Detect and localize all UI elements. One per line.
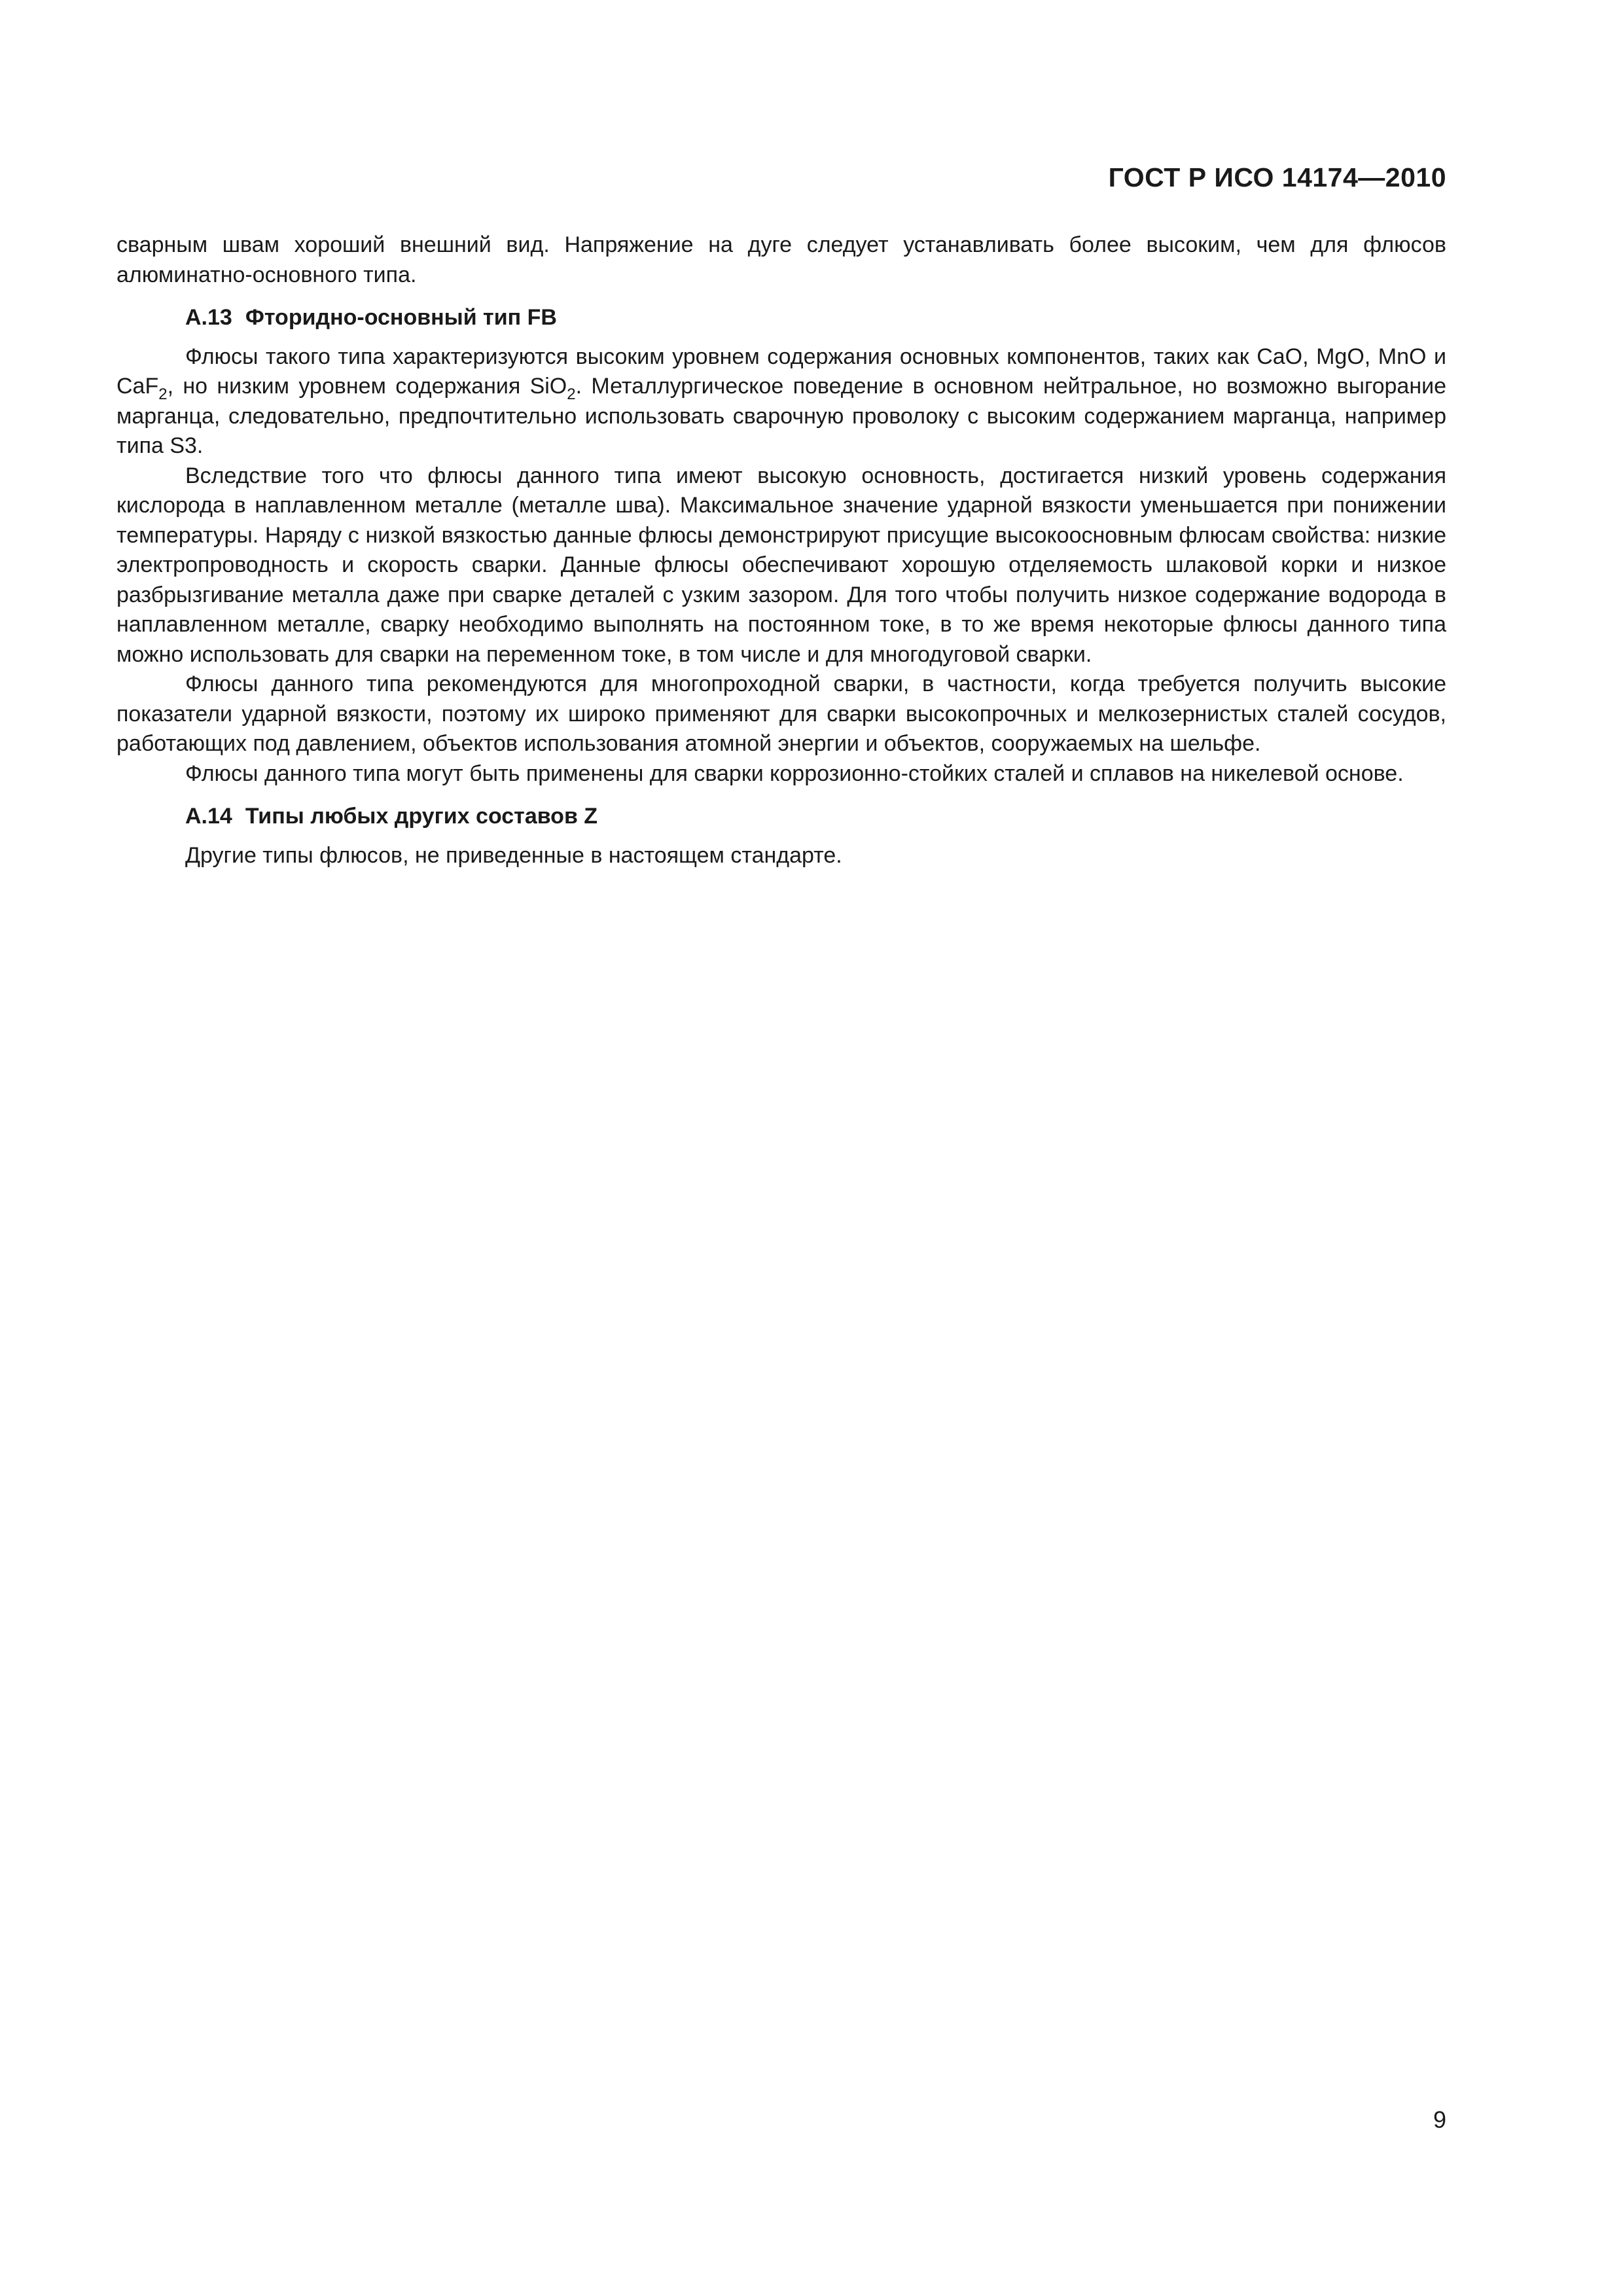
page-number: 9 — [1433, 2106, 1446, 2133]
document-standard-id: ГОСТ Р ИСО 14174—2010 — [1108, 162, 1446, 192]
section-number: А.14 — [185, 804, 232, 829]
paragraph-a14-1: Другие типы флюсов, не приведенные в настоящем стандарте. — [185, 842, 842, 868]
subscript: 2 — [567, 386, 576, 403]
section-number: А.13 — [185, 305, 232, 330]
paragraph-a13-1 — [116, 342, 1446, 461]
paragraph-a13-3: Флюсы данного типа рекомендуются для многопроходной сварки, в частности, когда требуется получить высокие показатели ударной вязкости, поэтому их широко применяют для сварки высокопрочных и мелкозернистых сталей сосудов, работающих под давлением, объектов использования атомной энергии и объектов, сооружаемых на шельфе. — [116, 672, 1446, 756]
subscript: 2 — [158, 386, 168, 403]
section-title: Типы любых других составов Z — [245, 804, 598, 829]
section-heading-a14 — [116, 802, 1446, 832]
section-heading-a13 — [116, 303, 1446, 333]
paragraph-continuation: сварным швам хороший внешний вид. Напряжение на дуге следует устанавливать более высоким, чем для флюсов алюминатно-основного типа. — [116, 232, 1446, 287]
text-run: Флюсы такого типа характеризуются высоким уровнем содержания основных компонентов, таких как CaO, MgO, MnO и CaF — [116, 344, 1446, 399]
text-run: . Металлургическое поведение в основном нейтральное, но возможно выгорание марганца, следовательно, предпочтительно использовать сварочную проволоку с высоким содержанием марганца, например типа S3. — [116, 374, 1447, 458]
section-title: Фторидно-основный тип FB — [245, 305, 557, 330]
text-run: , но низким уровнем содержания SiO — [167, 374, 567, 399]
paragraph-a13-4: Флюсы данного типа могут быть применены для сварки коррозионно-стойких сталей и сплавов на никелевой основе. — [185, 761, 1404, 786]
document-body — [116, 230, 1446, 870]
paragraph-a13-2: Вследствие того что флюсы данного типа имеют высокую основность, достигается низкий уровень содержания кислорода в наплавленном металле (металле шва). Максимальное значение ударной вязкости уменьшается при понижении температуры. Наряду с низкой вязкостью данные флюсы демонстрируют присущие высокоосновным флюсам свойства: низкие электропроводность и скорость сварки. Данные флюсы обеспечивают хорошую отделяемость шлаковой корки и низкое разбрызгивание металла даже при сварке деталей с узким зазором. Для того чтобы получить низкое содержание водорода в наплавленном металле, сварку необходимо выполнять на постоянном токе, в то же время некоторые флюсы данного типа можно использовать для сварки на переменном токе, в том числе и для многодуговой сварки. — [116, 463, 1446, 667]
